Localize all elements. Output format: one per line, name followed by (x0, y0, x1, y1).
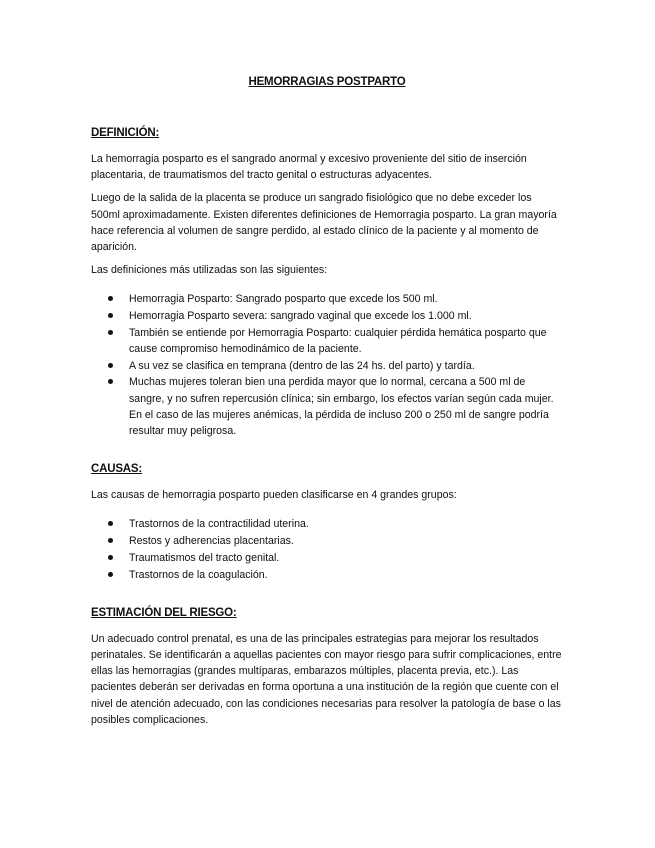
heading-definicion: DEFINICIÓN: (91, 127, 160, 139)
paragraph-definicion-2: Luego de la salida de la placenta se produce un sangrado fisiológico que no debe exceder los 500ml aproximadamente. Existen diferentes definiciones de Hemorragia posparto. La gran mayoría hace referencia al volumen de sangre perdido, al estado clínico de la paciente y al momento de aparición. (91, 192, 557, 254)
bullet-icon (108, 538, 113, 543)
definicion-bullet-list (91, 291, 563, 439)
bullet-icon (108, 363, 113, 368)
list-item (108, 291, 563, 307)
bullet-icon (108, 313, 113, 318)
list-item-text: También se entiende por Hemorragia Posparto: cualquier pérdida hemática posparto que cause compromiso hemodinámico de la paciente. (129, 326, 547, 356)
list-item (108, 567, 563, 583)
list-item (108, 374, 563, 439)
list-item-text: Traumatismos del tracto genital. (129, 551, 280, 564)
list-item (108, 325, 563, 357)
list-item (108, 533, 563, 549)
paragraph-causas-intro: Las causas de hemorragia posparto pueden clasificarse en 4 grandes grupos: (91, 489, 457, 502)
heading-estimacion-riesgo: ESTIMACIÓN DEL RIESGO: (91, 606, 237, 619)
section-definicion (91, 127, 563, 439)
list-item-text: A su vez se clasifica en temprana (dentro de las 24 hs. del parto) y tardía. (129, 359, 475, 372)
list-item-text: Trastornos de la coagulación. (129, 568, 268, 581)
list-item-text: Hemorragia Posparto: Sangrado posparto que excede los 500 ml. (129, 293, 438, 306)
causas-bullet-list (91, 516, 563, 582)
bullet-icon (108, 379, 113, 384)
document-title: HEMORRAGIAS POSTPARTO (248, 76, 406, 88)
list-item-text: Hemorragia Posparto severa: sangrado vaginal que excede los 1.000 ml. (129, 310, 472, 323)
list-item-text: Muchas mujeres toleran bien una perdida mayor que lo normal, cercana a 500 ml de sangre, y no sufren repercusión clínica; sin embargo, los efectos varían según cada mujer. En el caso de las mujeres anémicas, la pérdida de incluso 200 o 250 ml de sangre podría resultar muy peligrosa. (129, 376, 554, 438)
list-item (108, 516, 563, 532)
paragraph-definicion-3: Las definiciones más utilizadas son las siguientes: (91, 264, 328, 277)
list-item-text: Trastornos de la contractilidad uterina. (129, 518, 309, 531)
paragraph-riesgo: Un adecuado control prenatal, es una de las principales estrategias para mejorar los resultados perinatales. Se identificarán a aquellas pacientes con mayor riesgo para sufrir complicaciones, entre ellas las hemorragias (grandes multíparas, embarazos múltiples, placenta previa, etc.). Las pacientes deberán ser derivadas en forma oportuna a una institución de la región que cuente con el nivel de atención adecuado, con las condiciones necesarias para resolver la patología de base o las posibles complicaciones. (91, 632, 562, 726)
section-causas (91, 463, 563, 583)
list-item-text: Restos y adherencias placentarias. (129, 535, 294, 548)
heading-causas: CAUSAS: (91, 463, 142, 476)
list-item (108, 358, 563, 374)
bullet-icon (108, 296, 113, 301)
list-item (108, 550, 563, 566)
bullet-icon (108, 555, 113, 560)
bullet-icon (108, 572, 113, 577)
section-estimacion-riesgo (91, 607, 563, 728)
bullet-icon (108, 330, 113, 335)
list-item (108, 308, 563, 324)
paragraph-definicion-1: La hemorragia posparto es el sangrado anormal y excesivo proveniente del sitio de inserción placentaria, de traumatismos del tracto genital o estructuras adyacentes. (91, 153, 527, 182)
bullet-icon (108, 521, 113, 526)
